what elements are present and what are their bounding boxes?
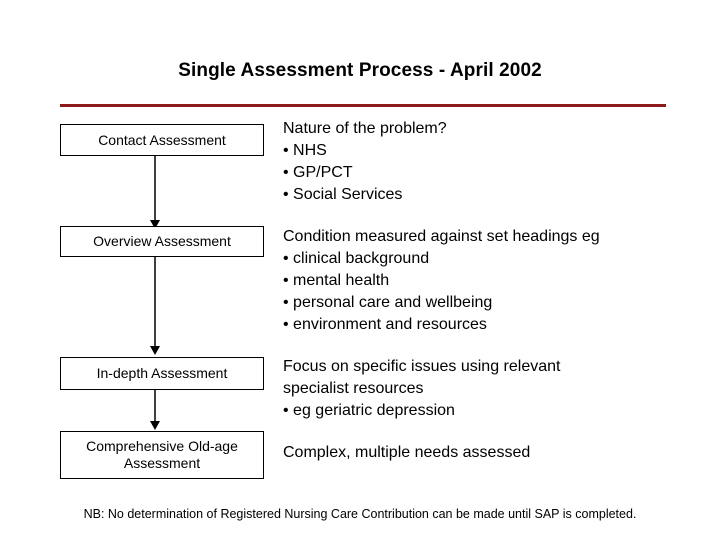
stage-label-in-depth: In-depth Assessment <box>96 365 228 381</box>
stage-label-overview: Overview Assessment <box>93 233 231 249</box>
title-divider <box>60 104 666 107</box>
flow-arrow-2-head <box>150 346 160 355</box>
description-bullet: • clinical background <box>283 250 430 267</box>
footnote: NB: No determination of Registered Nursing Care Contribution can be made until SAP is completed. <box>83 507 637 521</box>
description-line: Focus on specific issues using relevant <box>283 358 561 375</box>
description-bullet: • eg geriatric depression <box>283 402 455 419</box>
stage-box-contact <box>60 124 264 156</box>
stage-box-comprehensive <box>60 431 264 479</box>
stage-box-in-depth <box>60 357 264 390</box>
flow-arrow-3-head <box>150 421 160 430</box>
description-bullet: • environment and resources <box>283 316 487 333</box>
stage-label-comprehensive: Comprehensive Old-age Assessment <box>86 438 238 471</box>
description-line: Nature of the problem? <box>283 120 447 137</box>
slide-title: Single Assessment Process - April 2002 <box>178 60 542 81</box>
stage-label-contact: Contact Assessment <box>98 131 226 148</box>
description-line: specialist resources <box>283 380 424 397</box>
stage-description-comprehensive <box>283 442 703 464</box>
description-bullet: • Social Services <box>283 186 403 203</box>
stage-description-in-depth <box>283 356 703 422</box>
description-line: Complex, multiple needs assessed <box>283 444 531 461</box>
description-bullet: • GP/PCT <box>283 164 353 181</box>
stage-box-overview <box>60 226 264 257</box>
description-bullet: • mental health <box>283 272 390 289</box>
description-line: Condition measured against set headings eg <box>283 228 600 245</box>
description-bullet: • personal care and wellbeing <box>283 294 493 311</box>
stage-description-overview <box>283 226 703 336</box>
stage-description-contact <box>283 118 703 206</box>
description-bullet: • NHS <box>283 142 327 159</box>
